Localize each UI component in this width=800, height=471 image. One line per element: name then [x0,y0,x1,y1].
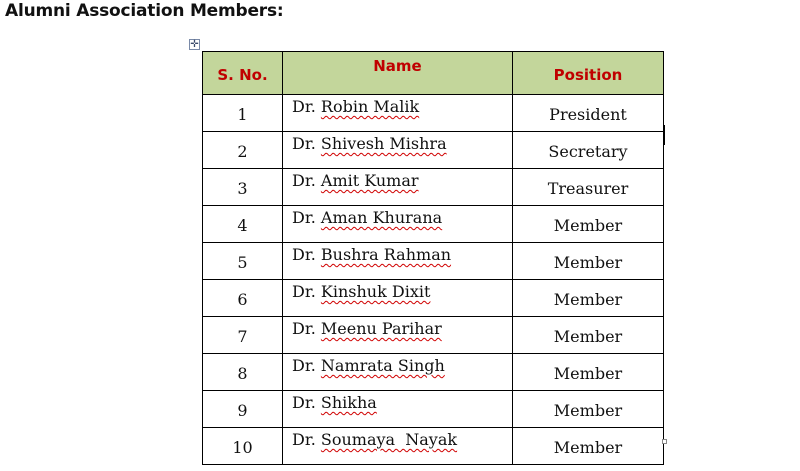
name-title: Dr. [292,208,316,227]
cell-name[interactable] [283,132,513,169]
name-text: Shivesh Mishra [320,134,447,153]
cell-position[interactable]: Member [513,428,664,465]
page-heading: Alumni Association Members: [5,1,284,21]
table-row [203,132,664,169]
cell-sno[interactable]: 10 [203,428,283,465]
name-title: Dr. [292,430,316,449]
cell-name[interactable] [283,391,513,428]
name-text: Soumaya Nayak [320,430,458,449]
cell-sno[interactable]: 6 [203,280,283,317]
members-table [202,51,664,465]
cell-position[interactable]: Member [513,243,664,280]
name-title: Dr. [292,97,316,116]
text-cursor [663,125,665,145]
table-row [203,206,664,243]
cell-sno[interactable]: 4 [203,206,283,243]
cell-position[interactable]: President [513,95,664,132]
cell-name[interactable] [283,95,513,132]
cell-name[interactable] [283,243,513,280]
cell-name[interactable] [283,280,513,317]
cell-sno[interactable]: 2 [203,132,283,169]
table-move-handle-icon[interactable]: ✛ [190,39,199,50]
cell-name[interactable] [283,354,513,391]
table-row [203,280,664,317]
name-text: Kinshuk Dixit [320,282,431,301]
name-title: Dr. [292,393,316,412]
table-row [203,428,664,465]
cell-position[interactable]: Member [513,280,664,317]
cell-name[interactable] [283,206,513,243]
cell-position[interactable]: Member [513,391,664,428]
cell-sno[interactable]: 9 [203,391,283,428]
cell-position[interactable]: Treasurer [513,169,664,206]
header-position: Position [513,52,664,95]
name-text: Shikha [320,393,377,412]
cell-sno[interactable]: 7 [203,317,283,354]
name-text: Aman Khurana [320,208,443,227]
cell-name[interactable] [283,317,513,354]
table-row [203,354,664,391]
name-title: Dr. [292,171,316,190]
cell-position[interactable]: Secretary [513,132,664,169]
name-title: Dr. [292,319,316,338]
cell-position[interactable]: Member [513,206,664,243]
cell-position[interactable]: Member [513,354,664,391]
table-resize-handle-icon[interactable] [662,439,667,444]
name-text: Amit Kumar [320,171,419,190]
cell-sno[interactable]: 1 [203,95,283,132]
name-text: Namrata Singh [320,356,445,375]
cell-name[interactable] [283,428,513,465]
table-row [203,317,664,354]
cell-sno[interactable]: 3 [203,169,283,206]
cell-sno[interactable]: 8 [203,354,283,391]
cell-sno[interactable]: 5 [203,243,283,280]
table-header-row [203,52,664,95]
name-title: Dr. [292,134,316,153]
table-row [203,391,664,428]
cell-name[interactable] [283,169,513,206]
header-sno: S. No. [203,52,283,95]
table-row [203,243,664,280]
name-title: Dr. [292,356,316,375]
name-text: Robin Malik [320,97,420,116]
name-title: Dr. [292,245,316,264]
cell-position[interactable]: Member [513,317,664,354]
name-text: Meenu Parihar [320,319,442,338]
header-name: Name [283,52,513,95]
name-text: Bushra Rahman [320,245,452,264]
table-row [203,169,664,206]
name-title: Dr. [292,282,316,301]
table-row [203,95,664,132]
